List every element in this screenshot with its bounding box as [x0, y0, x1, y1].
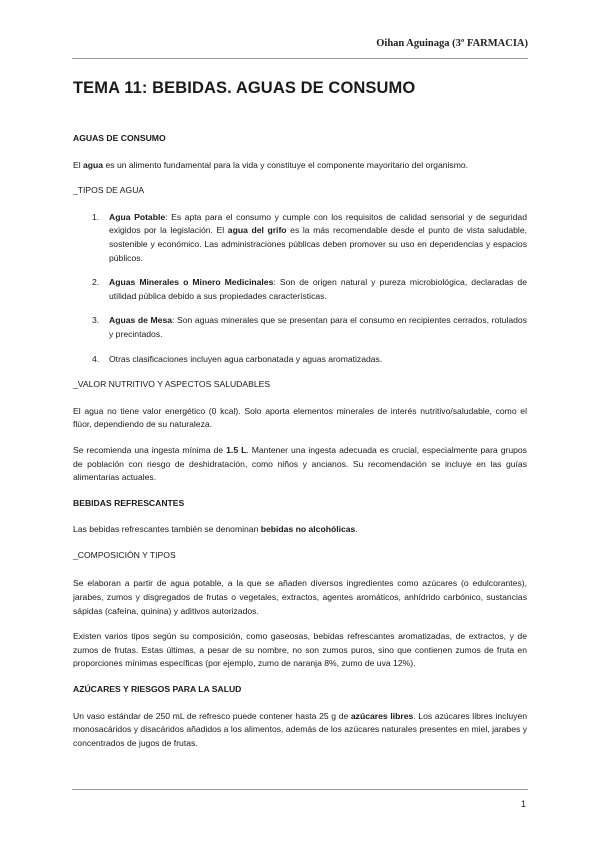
subheading-tipos: _TIPOS DE AGUA	[73, 185, 145, 196]
section-heading-aguas: AGUAS DE CONSUMO	[73, 133, 166, 143]
header-rule	[72, 58, 528, 59]
paragraph-ingesta: Se recomienda una ingesta mínima de 1.5 L. Mantener una ingesta adecuada es crucial, especialmente para grupos de población con riesgo de deshidratación, como niños y ancianos. Su recomendación se incluye en las guías alimentarias actuales.	[73, 444, 527, 483]
list-tipos-agua	[73, 211, 527, 366]
paragraph-agua-intro: El agua es un alimento fundamental para la vida y constituye el componente mayoritario del organismo.	[73, 159, 469, 170]
list-item: 1. Agua Potable: Es apta para el consumo y cumple con los requisitos de calidad sensorial y de seguridad exigidos por la legislación. El agua del grifo es la más recomendable desde el punto de vista saludable, sostenible y económico. Las administraciones públicas deben promover su uso en dependencias y espacios públicos.	[92, 211, 528, 263]
paragraph-azucares: Un vaso estándar de 250 mL de refresco puede contener hasta 25 g de azúcares libres. Los azúcares libres incluyen monosacáridos y disacáridos añadidos a los alimentos, además de los azúcares naturales presentes en miel, jarabes y concentrados de jugos de frutas.	[73, 710, 527, 748]
list-item: 4. Otras clasificaciones incluyen agua carbonatada y aguas aromatizadas.	[92, 353, 383, 364]
section-heading-bebidas: BEBIDAS REFRESCANTES	[73, 497, 185, 508]
paragraph-elaboracion: Se elaboran a partir de agua potable, a la que se añaden diversos ingredientes como azúcares (o edulcorantes), jarabes, zumos y disgregados de frutas o vegetales, extractos, agentes aromáticos, anhídrido carbónico, sustancias sápidas (cafeína, quinina) y aditivos autorizados.	[73, 578, 527, 616]
list-item: 2. Aguas Minerales o Minero Medicinales: Son de origen natural y pureza microbiológica, declaradas de utilidad pública debido a sus propiedades características.	[92, 277, 527, 301]
section-heading-azucares: AZÚCARES Y RIESGOS PARA LA SALUD	[73, 684, 242, 695]
footer-rule	[72, 789, 528, 790]
subheading-composicion: _COMPOSICIÓN Y TIPOS	[73, 549, 176, 560]
subheading-valor-nutritivo: _VALOR NUTRITIVO Y ASPECTOS SALUDABLES	[73, 379, 271, 390]
paragraph-tipos-bebidas: Existen varios tipos según su composición, como gaseosas, bebidas refrescantes aromatizadas, de extractos, y de zumos de frutas. Estas últimas, a pesar de su nombre, no son zumos puros, sino que contienen zumos de fruta en proporciones mínimas específicas (por ejemplo, zumo de naranja 8%, zumo de uva 12%).	[73, 631, 527, 669]
paragraph-valor-energetico: El agua no tiene valor energético (0 kcal). Solo aporta elementos minerales de interés nutritivo/saludable, como el flúor, dependiendo de su naturaleza.	[73, 405, 527, 430]
page-title: TEMA 11: BEBIDAS. AGUAS DE CONSUMO	[73, 79, 416, 97]
list-item: 3. Aguas de Mesa: Son aguas minerales que se presentan para el consumo en recipientes cerrados, rotulados y precintados.	[92, 315, 527, 339]
page-number: 1	[520, 799, 526, 809]
document-body	[73, 78, 527, 762]
header-author: Oihan Aguinaga (3º FARMACIA)	[376, 38, 528, 49]
paragraph-bebidas-intro: Las bebidas refrescantes también se denominan bebidas no alcohólicas.	[73, 524, 358, 535]
